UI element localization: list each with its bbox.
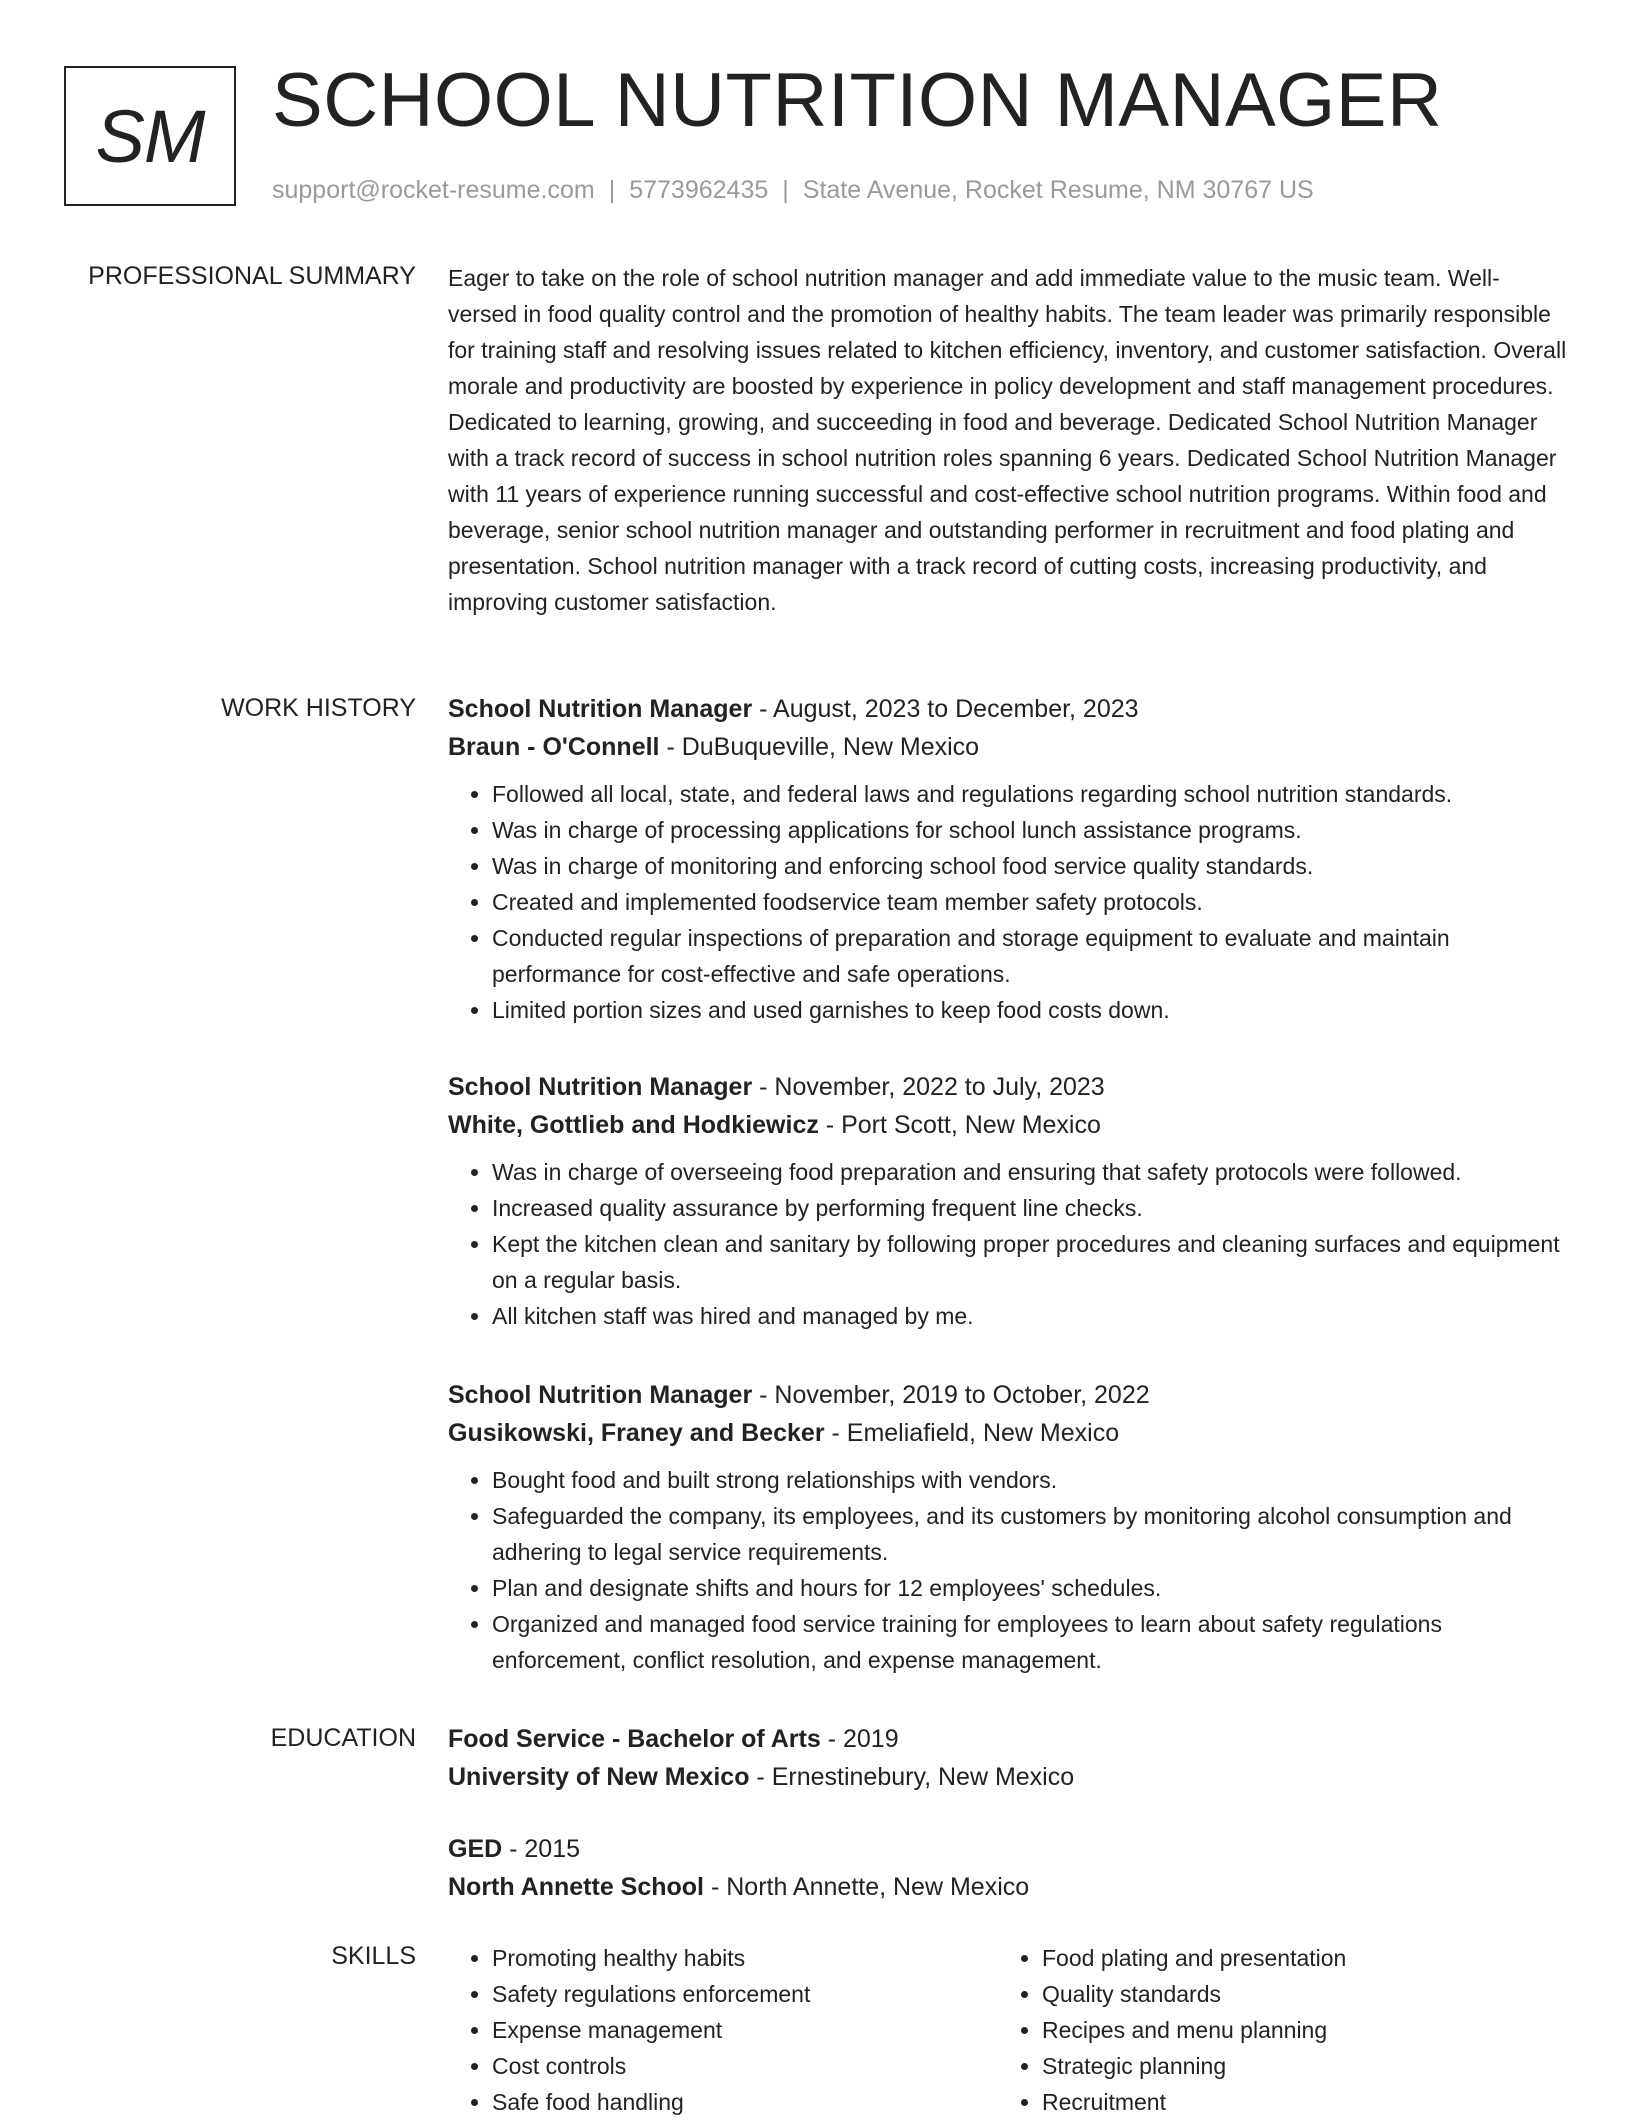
monogram-logo (64, 66, 236, 206)
job-entry (448, 690, 1568, 1028)
school: North Annette School (448, 1873, 705, 1901)
skill-item: • Strategic planning (1042, 2048, 1518, 2084)
job-dates: - November, 2022 to July, 2023 (752, 1073, 1105, 1101)
job-bullet: • Limited portion sizes and used garnishes to keep food costs down. (492, 992, 1568, 1028)
job-company: Gusikowski, Franey and Becker (448, 1419, 825, 1447)
school-line (448, 1868, 1568, 1906)
job-bullet: • Was in charge of overseeing food preparation and ensuring that safety protocols were followed. (492, 1154, 1568, 1190)
school: University of New Mexico (448, 1763, 750, 1791)
job-company-line (448, 728, 1568, 766)
skill-item: • Promoting healthy habits (492, 1940, 968, 1976)
skill-item: • Safe food handling (492, 2084, 968, 2120)
school-location: - Ernestinebury, New Mexico (749, 1763, 1075, 1791)
job-bullet: • Plan and designate shifts and hours for 12 employees' schedules. (492, 1570, 1568, 1606)
contact-phone: 5773962435 (629, 176, 769, 204)
job-bullets (448, 776, 1568, 1028)
job-location: - Emeliafield, New Mexico (824, 1419, 1120, 1447)
contact-address: State Avenue, Rocket Resume, NM 30767 US (802, 176, 1314, 204)
skill-item: • Quality standards (1042, 1976, 1518, 2012)
skills-list (998, 1940, 1518, 2120)
section-label-skills: SKILLS (331, 1942, 416, 1970)
job-company-line (448, 1106, 1568, 1144)
skill-item: • Recruitment (1042, 2084, 1518, 2120)
degree: GED (448, 1835, 503, 1863)
contact-line (272, 174, 1314, 206)
job-entry (448, 1068, 1568, 1334)
job-bullet: • Was in charge of monitoring and enforcing school food service quality standards. (492, 848, 1568, 884)
skills-column-right (998, 1940, 1518, 2120)
job-bullet: • All kitchen staff was hired and managed by me. (492, 1298, 1568, 1334)
job-company: White, Gottlieb and Hodkiewicz (448, 1111, 819, 1139)
degree-year: - 2019 (820, 1725, 899, 1753)
school-location: - North Annette, New Mexico (704, 1873, 1030, 1901)
job-bullet: • Kept the kitchen clean and sanitary by following proper procedures and cleaning surfaces and equipment on a regular basis. (492, 1226, 1568, 1298)
contact-email: support@rocket-resume.com (272, 176, 595, 204)
skill-item: • Expense management (492, 2012, 968, 2048)
job-company: Braun - O'Connell (448, 733, 660, 761)
section-label-work-history: WORK HISTORY (221, 694, 416, 722)
job-bullet: • Bought food and built strong relationships with vendors. (492, 1462, 1568, 1498)
job-bullet: • Organized and managed food service training for employees to learn about safety regulations enforcement, conflict resolution, and expense management. (492, 1606, 1568, 1678)
section-label-education: EDUCATION (270, 1724, 416, 1752)
job-bullet: • Followed all local, state, and federal laws and regulations regarding school nutrition standards. (492, 776, 1568, 812)
job-title: School Nutrition Manager (448, 695, 753, 723)
job-bullet: • Created and implemented foodservice team member safety protocols. (492, 884, 1568, 920)
job-bullets (448, 1462, 1568, 1678)
job-title-line (448, 690, 1568, 728)
degree-line (448, 1720, 1568, 1758)
job-dates: - November, 2019 to October, 2022 (752, 1381, 1150, 1409)
summary-text: Eager to take on the role of school nutrition manager and add immediate value to the music team. Well-versed in food quality control and the promotion of healthy habits. The team leader was primarily responsible for training staff and resolving issues related to kitchen efficiency, inventory, and customer satisfaction. Overall morale and productivity are boosted by experience in policy development and staff management procedures. Dedicated to learning, growing, and succeeding in food and beverage. Dedicated School Nutrition Manager with a track record of success in school nutrition roles spanning 6 years. Dedicated School Nutrition Manager with 11 years of experience running successful and cost-effective school nutrition programs. Within food and beverage, senior school nutrition manager and outstanding performer in recruitment and food plating and presentation. School nutrition manager with a track record of cutting costs, increasing productivity, and improving customer satisfaction. (448, 265, 1567, 615)
degree: Food Service - Bachelor of Arts (448, 1725, 821, 1753)
contact-separator: | (782, 176, 789, 204)
skill-item: • Cost controls (492, 2048, 968, 2084)
skill-item: • Food plating and presentation (1042, 1940, 1518, 1976)
page-title: SCHOOL NUTRITION MANAGER (272, 58, 1443, 143)
job-location: - DuBuqueville, New Mexico (659, 733, 980, 761)
job-location: - Port Scott, New Mexico (818, 1111, 1101, 1139)
skill-item: • Recipes and menu planning (1042, 2012, 1518, 2048)
section-label-summary: PROFESSIONAL SUMMARY (88, 262, 416, 290)
job-title: School Nutrition Manager (448, 1381, 753, 1409)
school-line (448, 1758, 1568, 1796)
education-entry (448, 1720, 1568, 1796)
skills-list (448, 1940, 968, 2120)
job-bullet: • Conducted regular inspections of preparation and storage equipment to evaluate and maintain performance for cost-effective and safe operations. (492, 920, 1568, 992)
degree-line (448, 1830, 1568, 1868)
job-title: School Nutrition Manager (448, 1073, 753, 1101)
job-bullet: • Increased quality assurance by performing frequent line checks. (492, 1190, 1568, 1226)
job-bullet: • Was in charge of processing applications for school lunch assistance programs. (492, 812, 1568, 848)
skills-column-left (448, 1940, 968, 2120)
job-bullets (448, 1154, 1568, 1334)
education-entry (448, 1830, 1568, 1906)
job-title-line (448, 1376, 1568, 1414)
degree-year: - 2015 (502, 1835, 581, 1863)
job-company-line (448, 1414, 1568, 1452)
monogram-text: SM (95, 94, 205, 178)
job-entry (448, 1376, 1568, 1678)
skill-item: • Safety regulations enforcement (492, 1976, 968, 2012)
job-bullet: • Safeguarded the company, its employees, and its customers by monitoring alcohol consumption and adhering to legal service requirements. (492, 1498, 1568, 1570)
job-title-line (448, 1068, 1568, 1106)
contact-separator: | (608, 176, 616, 204)
job-dates: - August, 2023 to December, 2023 (752, 695, 1139, 723)
